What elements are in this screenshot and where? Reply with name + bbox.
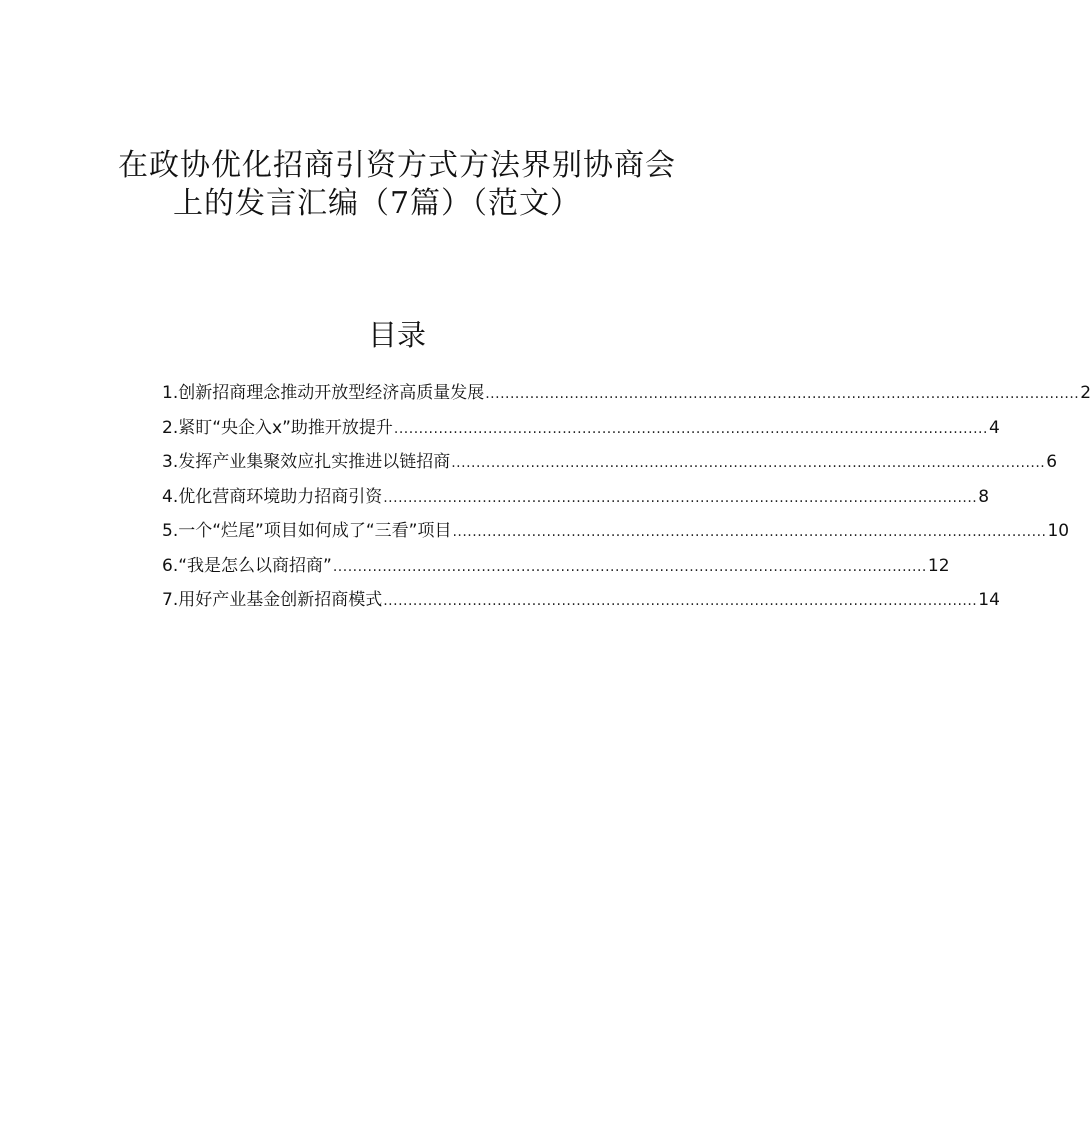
document-title-line-1: 在政协优化招商引资方式方法界别协商会 [118,148,676,183]
document-title-line-2: 上的发言汇编（7篇）（范文） [172,186,582,221]
toc-leader-dots: ........................................................................................................................ [485,386,1080,402]
toc-entry-page: 12 [927,555,950,576]
toc-leader-dots: ........................................................................................................................ [451,455,1046,471]
toc-entry-title: 7.用好产业基金创新招商模式 [162,590,383,610]
toc-entry-page: 10 [1047,521,1070,541]
toc-entry-title: 1.创新招商理念推动开放型经济高质量发展 [162,383,485,403]
table-of-contents [162,376,1091,618]
toc-entry-page: 14 [978,590,1000,610]
toc-heading: 目录 [367,318,426,352]
toc-entry[interactable] [162,514,1070,549]
toc-entry[interactable] [162,583,1000,618]
toc-leader-dots: ........................................................................................................................ [383,489,978,506]
toc-entry-title: 6.“我是怎么以商招商” [162,555,332,576]
toc-entry-page: 8 [978,486,990,507]
toc-entry[interactable] [162,549,950,584]
toc-entry-title: 3.发挥产业集聚效应扎实推进以链招商 [162,452,451,472]
toc-leader-dots: ........................................................................................................................ [393,420,988,437]
toc-leader-dots: ........................................................................................................................ [332,558,927,575]
toc-entry[interactable] [162,445,1058,480]
toc-entry-page: 6 [1046,452,1058,472]
toc-entry[interactable] [162,411,1000,446]
toc-entry-title: 4.优化营商环境助力招商引资 [162,486,383,507]
toc-leader-dots: ........................................................................................................................ [452,524,1047,540]
toc-entry-title: 5.一个“烂尾”项目如何成了“三看”项目 [162,521,452,541]
toc-entry-page: 4 [988,417,1000,438]
toc-entry-page: 2 [1080,383,1091,403]
toc-entry-title: 2.紧盯“央企入x”助推开放提升 [162,417,393,438]
toc-leader-dots: ........................................................................................................................ [383,593,978,609]
toc-entry[interactable] [162,480,990,515]
toc-entry[interactable] [162,376,1091,411]
